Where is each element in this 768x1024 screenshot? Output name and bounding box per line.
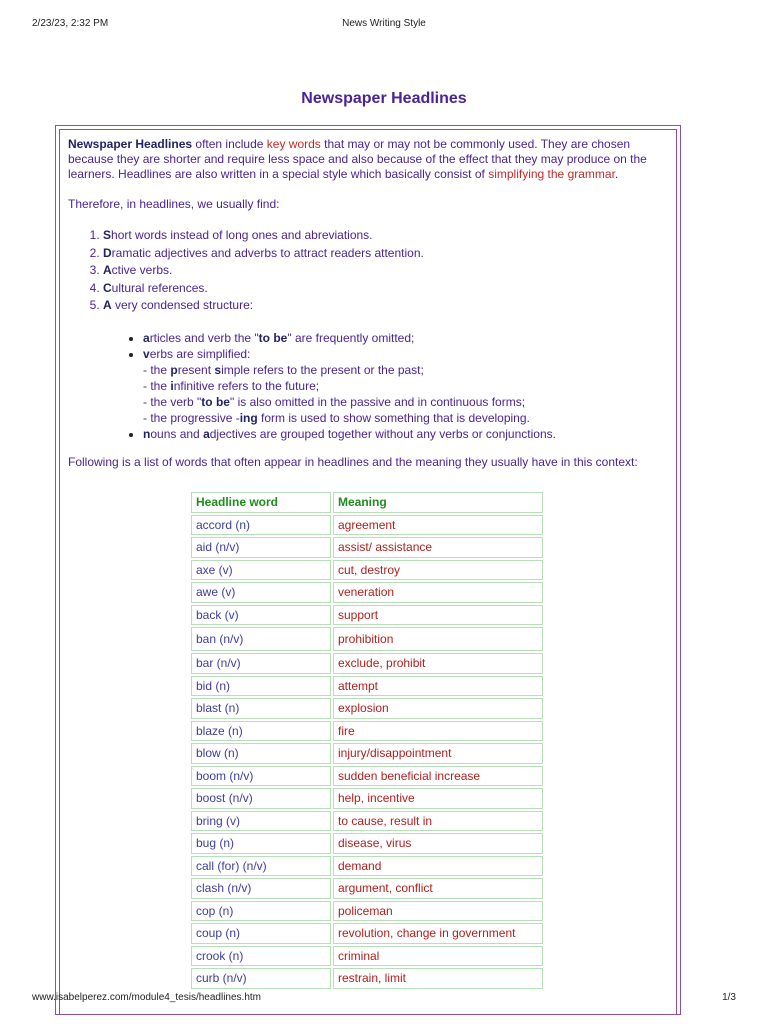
meaning-cell: explosion [333,698,543,719]
list-item: • nouns and adjectives are grouped together without any verbs or conjunctions. [143,426,658,442]
header-headline-word: Headline word [191,492,331,513]
headline-words-table [189,490,545,991]
table-row [191,515,543,536]
header-meaning: Meaning [333,492,543,513]
list-item: 1. Short words instead of long ones and abreviations. [103,227,658,245]
keyword-key-words: key words [266,137,321,151]
meaning-cell: attempt [333,676,543,697]
meaning-cell: disease, virus [333,833,543,854]
table-row [191,676,543,697]
table-row [191,856,543,877]
table-row [191,766,543,787]
headline-word-cell: back (v) [191,605,331,626]
meaning-cell: policeman [333,901,543,922]
table-row [191,901,543,922]
headline-word-cell: accord (n) [191,515,331,536]
table-row [191,946,543,967]
headline-word-cell: curb (n/v) [191,968,331,989]
headline-word-cell: coup (n) [191,923,331,944]
table-header-row [191,492,543,513]
table-row [191,653,543,674]
meaning-cell: cut, destroy [333,560,543,581]
features-list [68,227,658,315]
table-row [191,968,543,989]
meaning-cell: veneration [333,582,543,603]
table-row [191,582,543,603]
meaning-cell: demand [333,856,543,877]
table-row [191,743,543,764]
meaning-cell: fire [333,721,543,742]
page-title: Newspaper Headlines [301,90,467,107]
table-row [191,627,543,651]
headline-word-cell: bug (n) [191,833,331,854]
meaning-cell: criminal [333,946,543,967]
meaning-cell: argument, conflict [333,878,543,899]
headline-word-cell: bid (n) [191,676,331,697]
meaning-cell: help, incentive [333,788,543,809]
meaning-cell: agreement [333,515,543,536]
verb-rule-present-simple: - the present simple refers to the present or the past; [143,362,424,377]
article-content [68,137,658,470]
headline-word-cell: boom (n/v) [191,766,331,787]
headline-word-cell: crook (n) [191,946,331,967]
print-page-number: 1/3 [722,992,736,1003]
headline-word-cell: awe (v) [191,582,331,603]
headline-word-cell: call (for) (n/v) [191,856,331,877]
meaning-cell: exclude, prohibit [333,653,543,674]
following-paragraph: Following is a list of words that often appear in headlines and the meaning they usually have in this context: [68,454,638,469]
meaning-cell: revolution, change in government [333,923,543,944]
table-row [191,811,543,832]
meaning-cell: sudden beneficial increase [333,766,543,787]
headline-word-cell: bar (n/v) [191,653,331,674]
verb-rule-infinitive: - the infinitive refers to the future; [143,378,320,393]
headline-word-cell: boost (n/v) [191,788,331,809]
meaning-cell: to cause, result in [333,811,543,832]
table-row [191,878,543,899]
table-row [191,923,543,944]
print-url: www.isabelperez.com/module4_tesis/headlines.htm [32,992,262,1003]
meaning-cell: injury/disappointment [333,743,543,764]
table-row [191,721,543,742]
list-item: 4. Cultural references. [103,280,658,298]
headline-word-cell: ban (n/v) [191,627,331,651]
table-row [191,698,543,719]
list-item: 2. Dramatic adjectives and adverbs to attract readers attention. [103,245,658,263]
meaning-cell: assist/ assistance [333,537,543,558]
keyword-simplifying-grammar: simplifying the grammar [488,167,615,181]
therefore-paragraph: Therefore, in headlines, we usually find: [68,197,280,211]
print-datetime: 2/23/23, 2:32 PM [32,18,109,29]
list-item: 5. A very condensed structure: [103,297,658,315]
meaning-cell: prohibition [333,627,543,651]
meaning-cell: restrain, limit [333,968,543,989]
table-row [191,833,543,854]
meaning-cell: support [333,605,543,626]
table-row [191,537,543,558]
headline-word-cell: blast (n) [191,698,331,719]
headline-word-cell: clash (n/v) [191,878,331,899]
headline-word-cell: aid (n/v) [191,537,331,558]
print-page-title: News Writing Style [342,18,426,29]
headline-word-cell: cop (n) [191,901,331,922]
print-footer [0,992,768,1006]
table-row [191,605,543,626]
headline-word-cell: blow (n) [191,743,331,764]
table-row [191,788,543,809]
intro-term: Newspaper Headlines [68,137,193,151]
list-item: • verbs are simplified: - the present simple refers to the present or the past; - the infinitive refers to the future; - the verb "to be" is also omitted in the passive and in continuous forms; - the progressive -ing form is used to show something that is developing. [143,346,658,426]
headline-word-cell: bring (v) [191,811,331,832]
list-item: 3. Active verbs. [103,262,658,280]
list-item: • articles and verb the "to be" are frequently omitted; [143,330,658,346]
verb-rule-to-be: - the verb "to be" is also omitted in the passive and in continuous forms; [143,394,526,409]
content-frame [55,125,681,1015]
headline-word-cell: blaze (n) [191,721,331,742]
table-row [191,560,543,581]
verb-rule-progressive: - the progressive -ing form is used to show something that is developing. [143,410,530,425]
structure-list [68,330,658,442]
intro-paragraph: Newspaper Headlines often include key words that may or may not be commonly used. They are chosen because they are shorter and require less space and also because of the effect that they may produce on the learners. Headlines are also written in a special style which basically consist of simplifying the grammar. [68,137,647,181]
headline-word-cell: axe (v) [191,560,331,581]
print-header [0,18,768,32]
